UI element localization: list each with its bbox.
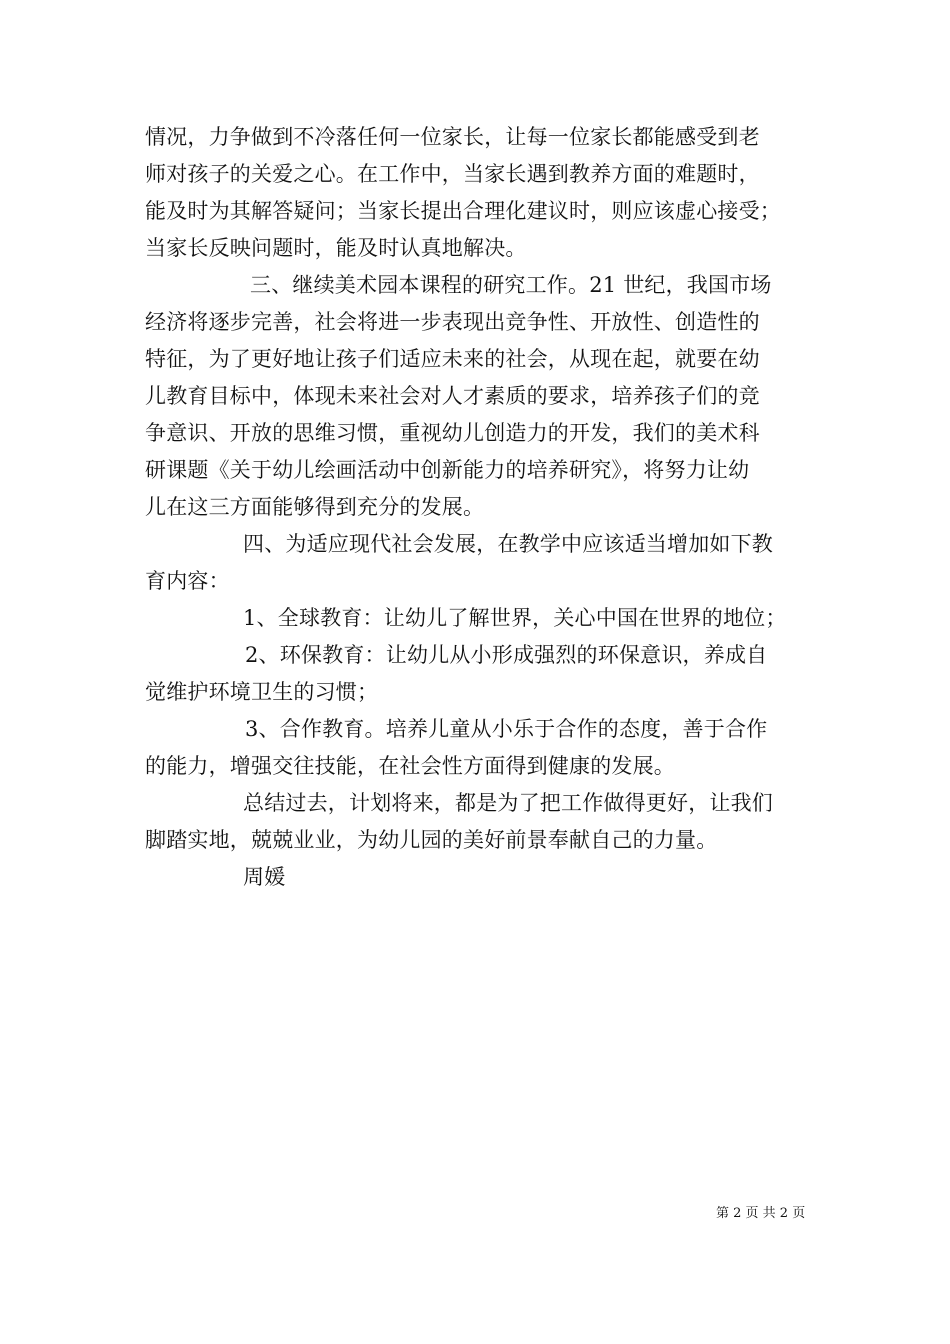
paragraph-line: 争意识、开放的思维习惯，重视幼儿创造力的开发，我们的美术科 [145,421,760,445]
paragraph-line: 的能力，增强交往技能，在社会性方面得到健康的发展。 [145,754,675,778]
paragraph-line: 当家长反映问题时，能及时认真地解决。 [145,236,527,260]
section-three-heading-line: 三、继续美术园本课程的研究工作。21 世纪，我国市场 [250,273,772,297]
list-item-cooperation-education: 3、合作教育。培养儿童从小乐于合作的态度，善于合作 [245,717,768,741]
conclusion-line: 总结过去，计划将来，都是为了把工作做得更好，让我们 [243,791,773,815]
paragraph-line: 儿教育目标中，体现未来社会对人才素质的要求，培养孩子们的竞 [145,384,760,408]
paragraph-line: 脚踏实地，兢兢业业，为幼儿园的美好前景奉献自己的力量。 [145,828,718,852]
paragraph-line: 研课题《关于幼儿绘画活动中创新能力的培养研究》，将努力让幼 [145,458,750,482]
paragraph-line: 情况，力争做到不冷落任何一位家长，让每一位家长都能感受到老 [145,125,760,149]
paragraph-line: 能及时为其解答疑问；当家长提出合理化建议时，则应该虚心接受； [145,199,781,223]
author-signature: 周媛 [243,865,286,889]
paragraph-line: 特征，为了更好地让孩子们适应未来的社会，从现在起，就要在幼 [145,347,760,371]
section-four-heading-line: 四、为适应现代社会发展，在教学中应该适当增加如下教 [243,532,773,556]
document-body [145,119,813,896]
paragraph-line: 觉维护环境卫生的习惯； [145,680,379,704]
list-item-environmental-education: 2、环保教育：让幼儿从小形成强烈的环保意识，养成自 [245,643,768,667]
paragraph-line: 儿在这三方面能够得到充分的发展。 [145,495,485,519]
list-item-global-education: 1、全球教育：让幼儿了解世界，关心中国在世界的地位； [243,606,787,630]
paragraph-line: 经济将逐步完善，社会将进一步表现出竞争性、开放性、创造性的 [145,310,760,334]
page-number-footer: 第 2 页 共 2 页 [716,1206,806,1221]
paragraph-line: 育内容： [145,569,230,593]
paragraph-line: 师对孩子的关爱之心。在工作中，当家长遇到教养方面的难题时， [145,162,760,186]
